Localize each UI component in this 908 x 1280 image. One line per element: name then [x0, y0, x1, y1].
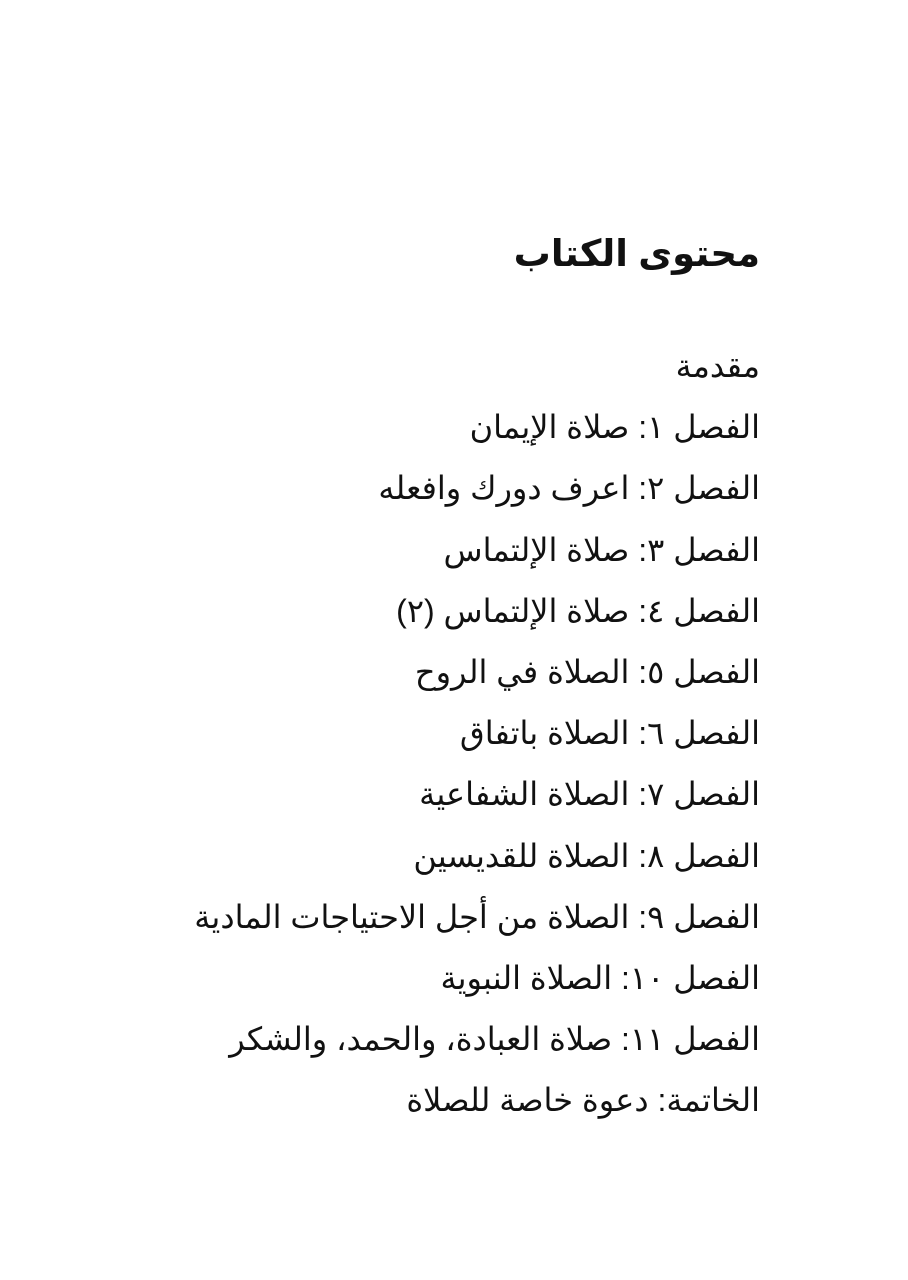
toc-entry-chapter-5: الفصل ٥: الصلاة في الروح	[414, 653, 760, 690]
toc-entry-chapter-8: الفصل ٨: الصلاة للقديسين	[413, 837, 760, 874]
toc-entry-chapter-11: الفصل ١١: صلاة العبادة، والحمد، والشكر	[229, 1021, 760, 1058]
toc-entry-chapter-10: الفصل ١٠: الصلاة النبوية	[440, 959, 760, 996]
toc-list	[40, 336, 760, 1131]
toc-entry-chapter-2: الفصل ٢: اعرف دورك وافعله	[378, 470, 760, 507]
table-of-contents	[40, 222, 760, 1131]
toc-entry-chapter-4: الفصل ٤: صلاة الإلتماس (٢)	[396, 592, 760, 629]
toc-title: محتوى الكتاب	[513, 233, 760, 274]
toc-entry-introduction: مقدمة	[675, 348, 760, 384]
toc-entry-chapter-9: الفصل ٩: الصلاة من أجل الاحتياجات المادية	[194, 898, 760, 935]
toc-entry-conclusion: الخاتمة: دعوة خاصة للصلاة	[406, 1082, 760, 1119]
toc-entry-chapter-6: الفصل ٦: الصلاة باتفاق	[459, 715, 760, 752]
toc-entry-chapter-7: الفصل ٧: الصلاة الشفاعية	[419, 776, 760, 813]
toc-entry-chapter-3: الفصل ٣: صلاة الإلتماس	[443, 531, 760, 568]
toc-entry-chapter-1: الفصل ١: صلاة الإيمان	[469, 409, 760, 446]
